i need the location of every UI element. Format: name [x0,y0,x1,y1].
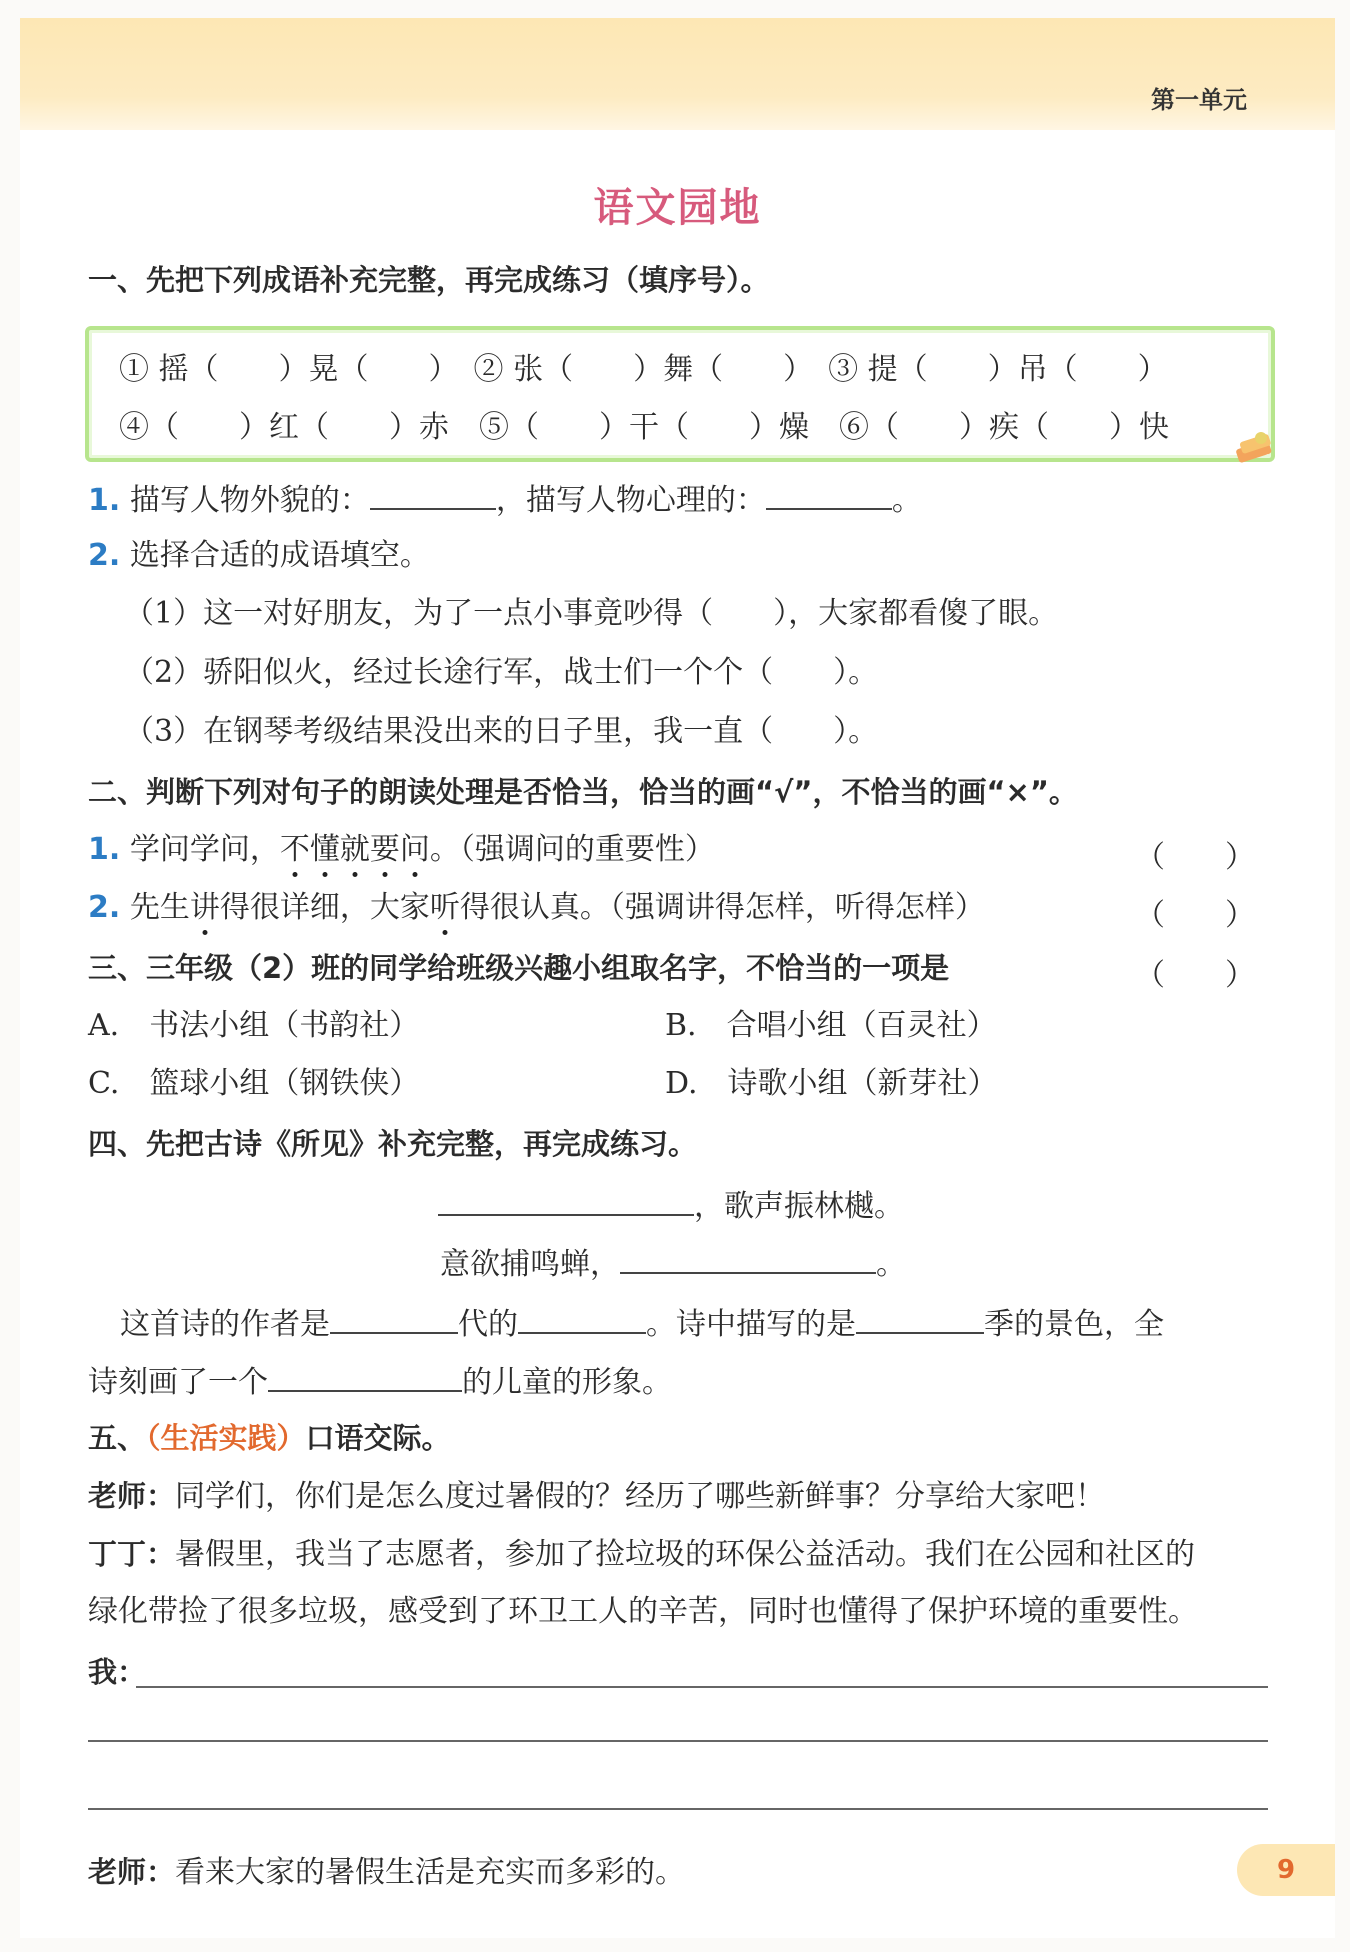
s2-question-2 [88,890,985,926]
speaker-label: 丁丁： [88,1537,176,1571]
life-practice-tag: （生活实践） [146,1421,306,1455]
section2-heading: 二、判断下列对句子的朗读处理是否恰当，恰当的画“√”，不恰当的画“×”。 [88,775,1078,809]
idiom-box [85,326,1275,462]
emphasis-char: 问 [399,832,430,867]
section1-heading: 一、先把下列成语补充完整，再完成练习（填序号）。 [88,263,770,297]
answer-blank[interactable] [620,1244,876,1274]
option-c[interactable]: C. 篮球小组（钢铁侠） [88,1066,420,1101]
top-banner [20,18,1335,130]
q2-mid: 得很详细，大家 [219,890,430,925]
answer-parentheses[interactable]: （ ） [1135,958,1255,993]
unit-label: 第一单元 [1151,86,1247,114]
answer-blank[interactable] [268,1362,462,1392]
answer-blank[interactable] [518,1304,646,1334]
q2-post: 得很认真。（强调讲得怎样，听得怎样） [459,890,985,925]
answer-blank[interactable] [438,1186,694,1216]
option-a[interactable]: A. 书法小组（书韵社） [88,1008,420,1043]
answer-parentheses[interactable]: （ ） [1135,898,1255,933]
emphasis-char: 要 [369,832,400,867]
question-number: 2. [88,890,121,925]
poem-fill-line-1 [120,1304,1164,1343]
page-title: 语文园地 [593,185,762,231]
dingding-text: 暑假里，我当了志愿者，参加了捡垃圾的环保公益活动。我们在公园和社区的 [175,1537,1196,1572]
teacher-end-text: 看来大家的暑假生活是充实而多彩的。 [175,1855,686,1890]
q1-text-b: ，描写人物心理的： [495,483,766,518]
q1-end: 。 [891,483,922,518]
idiom-row-1: ① 摇（ ）晃（ ） ② 张（ ）舞（ ） ③ 提（ ）吊（ ） [119,352,1168,387]
poem-fill-line-2 [88,1362,672,1401]
q1-text-a: 描写人物外貌的： [129,483,370,518]
emphasis-char: 听 [429,890,460,925]
q1-post: 。（强调问的重要性） [429,832,715,867]
speaker-label: 老师： [88,1479,176,1513]
dingding-line-2: 绿化带捡了很多垃圾，感受到了环卫工人的辛苦，同时也懂得了保护环境的重要性。 [88,1594,1198,1629]
me-label: 我： [88,1655,147,1689]
s2-question-1 [88,832,715,868]
option-d[interactable]: D. 诗歌小组（新芽社） [665,1066,998,1101]
fill-text: 这首诗的作者是 [120,1307,330,1342]
question-number: 1. [88,483,121,518]
q2-pre: 先生 [129,890,190,925]
section3-heading: 三、三年级（2）班的同学给班级兴趣小组取名字，不恰当的一项是 [88,951,950,985]
poem-line2-end: 。 [876,1247,906,1282]
section4-heading: 四、先把古诗《所见》补充完整，再完成练习。 [88,1127,698,1161]
s1-question-2 [88,538,430,574]
fill-text: 季的景色，全 [984,1307,1164,1342]
fill-text: 诗刻画了一个 [88,1365,268,1400]
emphasis-char: 懂 [309,832,340,867]
answer-line[interactable] [136,1686,1268,1688]
answer-blank[interactable] [766,480,892,510]
fill-text: 代的 [458,1307,518,1342]
page-number: 9 [1237,1844,1335,1896]
answer-line[interactable] [88,1808,1268,1810]
answer-blank[interactable] [856,1304,984,1334]
fill-text: 。诗中描写的是 [646,1307,856,1342]
q2-item-3: （3）在钢琴考级结果没出来的日子里，我一直（ ）。 [124,714,879,749]
q2-item-2: （2）骄阳似火，经过长途行军，战士们一个个（ ）。 [124,655,879,690]
q2-text: 选择合适的成语填空。 [129,538,430,573]
q2-item-1: （1）这一对好朋友，为了一点小事竟吵得（ ），大家都看傻了眼。 [124,596,1059,631]
workbook-page [20,18,1335,1938]
emphasis-char: 不 [279,832,310,867]
heading-pre: 五、 [88,1421,147,1455]
poem-line2-start: 意欲捕鸣蝉， [440,1247,620,1282]
heading-post: 口语交际。 [305,1421,451,1455]
idiom-row-2: ④（ ）红（ ）赤 ⑤（ ）干（ ）燥 ⑥（ ）疾（ ）快 [119,410,1169,445]
teacher-line [88,1478,1105,1515]
option-b[interactable]: B. 合唱小组（百灵社） [665,1008,997,1043]
s1-question-1 [88,480,922,519]
teacher-closing [88,1854,685,1891]
poem-line1-end: ，歌声振林樾。 [694,1189,904,1224]
q1-pre: 学问学问， [129,832,280,867]
speaker-label: 老师： [88,1855,176,1889]
teacher-text: 同学们，你们是怎么度过暑假的？经历了哪些新鲜事？分享给大家吧！ [175,1479,1106,1514]
emphasis-char: 就 [339,832,370,867]
answer-blank[interactable] [330,1304,458,1334]
fill-text: 的儿童的形象。 [462,1365,672,1400]
question-number: 1. [88,832,121,867]
section5-heading [88,1420,451,1456]
question-number: 2. [88,538,121,573]
poem-line-2 [440,1244,906,1283]
poem-line-1 [438,1186,904,1225]
dingding-line-1 [88,1536,1195,1573]
answer-parentheses[interactable]: （ ） [1135,840,1255,875]
answer-line[interactable] [88,1740,1268,1742]
answer-blank[interactable] [370,480,496,510]
book-icon [1231,428,1279,468]
emphasis-char: 讲 [189,890,220,925]
